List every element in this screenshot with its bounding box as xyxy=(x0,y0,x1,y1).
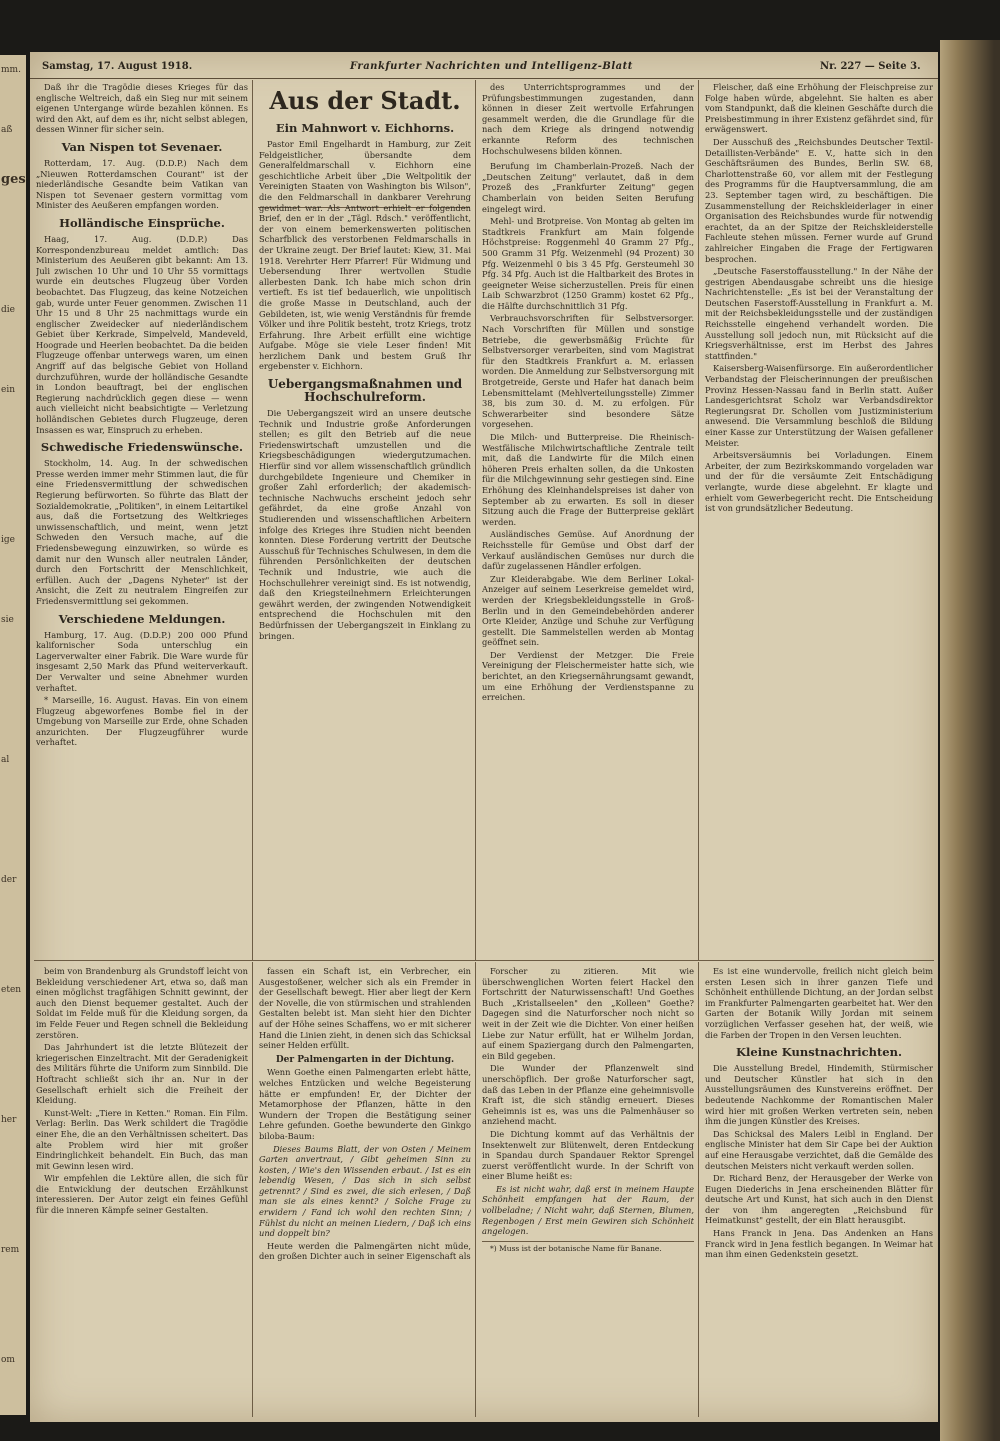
article-text: * Marseille, 16. August. Havas. Ein von einem Flugzeug abgeworfenes Bombe fiel in der Umgebung von Marseille zur Erde, ohne Schaden anzurichten. Der Flugzeugführer wurde verhaftet. xyxy=(36,695,248,748)
section-heading: Kleine Kunstnachrichten. xyxy=(736,1045,902,1060)
feuilleton-text: Wir empfehlen die Lektüre allen, die sich für die Entwicklung der deutschen Erzählkunst interessieren. Der Autor zeigt ein feines Gefühl für die inneren Kämpfe seiner Gestalten. xyxy=(36,1173,248,1216)
article-text: Der Verdienst der Metzger. Die Freie Vereinigung der Fleischermeister hatte sich, wie berichtet, an den Kriegsernährungsamt gewandt, um eine Erhöhung der Verdienstspanne zu erreichen. xyxy=(482,649,694,703)
feuilleton-text: Wenn Goethe einen Palmengarten erlebt hätte, welches Entzücken und welche Begeisterung hätte er empfunden! Er, der Dichter der Metamorphose der Pflanzen, hätte in den Wundern der Tropen die Bestätigung seiner Lehre gefunden. Goethe bewunderte den Ginkgo biloba-Baum: xyxy=(259,1067,471,1141)
masthead: Frankfurter Nachrichten und Intelligenz-Blatt xyxy=(350,61,633,72)
strip-fragment: al xyxy=(1,755,10,765)
book-binding-edge xyxy=(940,40,1000,1441)
article-heading: Verschiedene Meldungen. xyxy=(58,611,226,626)
strip-fragment: om xyxy=(1,1355,15,1365)
strip-fragment: eten xyxy=(1,985,22,995)
section-title: Aus der Stadt. xyxy=(269,86,461,115)
news-item: Hans Franck in Jena. Das Andenken an Hans Franck wird in Jena festlich begangen. In Weimar hat man ihm einen Gedenkstein gesetzt. xyxy=(705,1228,933,1260)
column-rule xyxy=(252,962,253,1417)
news-item: Dr. Richard Benz, der Herausgeber der Werke von Eugen Diederichs in Jena erscheinenden Blätter für deutsche Art und Kunst, hat sich auch in den Dienst der von ihm angeregten „Reichsbund für Heimatkunst" gestellt, der ein Blatt herausgibt. xyxy=(705,1173,933,1226)
article-text: Haag, 17. Aug. (D.D.P.) Das Korrespondenzbureau meldet amtlich: Das Ministerium des Aeußeren gibt bekannt: Am 13. Juli zwischen 10 Uhr und 10 Uhr 55 vormittags wurde ein deutsches Flugzeug über Vorden beobachtet. Das Flugzeug, das keine Notzeichen gab, wurde unter Feuer genommen. Zwischen 11 Uhr 15 und 8 Uhr 25 nachmittags wurde ein englischer Zweidecker auf niederländischem Gebiet über Kerkrade, Simpelveld, Mandeveld, Hoograde und Heerlen beobachtet. Da die beiden Flugzeuge offenbar unterwegs waren, um einen Angriff auf das belgische Gebiet von Holland durchzuführen, wurde der holländische Gesandte in London beauftragt, bei der englischen Regierung nachdrücklich gegen diese — wenn auch vielleicht nicht beabsichtigte — Verletzung holländischen Gebietes durch Flugzeuge, deren Insassen es war, Einspruch zu erheben. xyxy=(36,233,248,435)
bottom-column-2 xyxy=(259,966,471,1416)
footnote: *) Muss ist der botanische Name für Banane. xyxy=(482,1241,694,1255)
article-text: Pastor Emil Engelhardt in Hamburg, zur Zeit Feldgeistlicher, übersandte dem Generalfeldmarschall v. Eichhorn eine geschichtliche Arbeit über „Die Weltpolitik der Vereinigten Staaten von Washington bis Wilson", die den Feldmarschall in dankbarer Verehrung gewidmet war. Als Antwort erhielt er folgenden Brief, den er in der „Tägl. Rdsch." veröffentlicht, der von einem bemerkenswerten politischen Scharfblick des verstorbenen Feldmarschalls in der Ukraine zeugt. Der Brief lautet: Kiew, 31. Mai 1918. Verehrter Herr Pfarrer! Für Widmung und Uebersendung Ihrer wertvollen Studie allerbesten Dank. Ich habe mich schon drin vertieft. Es ist tief bedauerlich, wie unpolitisch die große Masse in Deutschland, auch der Gebildeten, ist, wie wenig Verständnis für fremde Völker und ihre Politik besteht, trotz Kriegs, trotz Erfahrung. Ihre Arbeit erfüllt eine wichtige Aufgabe. Möge sie viele Leser finden! Mit herzlichem Dank und bestem Gruß Ihr ergebenster v. Eichhorn. xyxy=(259,139,471,372)
column-3 xyxy=(482,82,694,957)
column-4 xyxy=(705,82,933,957)
feuilleton-text: beim von Brandenburg als Grundstoff leicht von Bekleidung verschiedener Art, etwa so, daß man einen möglichst tragfähigen Schnitt gewinnt, der auch den Dienst bequemer gestaltet. Auch der Soldat im Felde muß für die Kleidung sorgen, da im Felde Feuer und Regen schnell die Bekleidung zerstören. xyxy=(36,966,248,1040)
article-text: Ausländisches Gemüse. Auf Anordnung der Reichsstelle für Gemüse und Obst darf der Verkauf ausländischen Gemüses nur durch die dafür zugelassenen Händler erfolgen. xyxy=(482,529,694,572)
article-heading: Holländische Einsprüche. xyxy=(59,215,225,230)
feuilleton-text: fassen ein Schaft ist, ein Verbrecher, ein Ausgestoßener, welcher sich als ein Fremder in der Gesellschaft bewegt. Hier aber liegt der Kern der Novelle, die von stürmischen und strahlenden Gestalten belebt ist. Man sieht hier den Dichter auf der Höhe seines Schaffens, wo er mit sicherer Hand die Linien zieht, in denen sich das Schicksal seiner Helden erfüllt. xyxy=(259,966,471,1051)
header-date: Samstag, 17. August 1918. xyxy=(42,61,193,72)
news-item: Das Schicksal des Malers Leibl in England. Der englische Minister hat dem Sir Cape bei der Auktion auf eine Herausgabe verzichtet, daß die Gemälde des deutschen Meisters nicht verkauft werden sollen. xyxy=(705,1128,933,1171)
feuilleton-text: Das Jahrhundert ist die letzte Blütezeit der kriegerischen Einzeltracht. Mit der Geradenigkeit des Militärs führte die Uniform zum Sinnbild. Die Hoftracht schließt sich ihr an. Nur in der Gesellschaft erhielt sich die Freiheit der Kleidung. xyxy=(36,1042,248,1106)
column-1 xyxy=(36,82,248,957)
feuilleton-text: Heute werden die Palmengärten nicht müde, den großen Dichter auch in seiner Eigenschaft als xyxy=(259,1240,471,1262)
column-2 xyxy=(259,82,471,957)
strip-fragment: rem xyxy=(1,1245,20,1255)
strip-fragment: aß xyxy=(1,125,13,135)
poem-verse: Es ist nicht wahr, daß erst in meinem Haupte Schönheit empfangen hat der Raum, der vollbeladne; / Nicht wahr, daß Sternen, Blumen, Regenbogen / Erst mein Gewiren sich Schönheit angelogen. xyxy=(482,1183,694,1237)
article-text: Der Ausschuß des „Reichsbundes Deutscher Textil-Detaillisten-Verbände" E. V., hatte sich in den Geschäftsräumen des Bundes, Berlin SW. 68, Charlottenstraße 60, vor allem mit der Festlegung des Programms für die Hauptversammlung, die am 23. September tagen wird, zu beschäftigen. Die Zusammenstellung der Reichskleiderlager in einer Organisation des Reichsbundes wurde für notwendig erachtet, da an der Spitze der Reichskleiderstelle Fachleute stehen müssen. Ferner wurde auf Grund zahlreicher Eingaben die Frage der Fertigwaren besprochen. xyxy=(705,136,933,264)
feuilleton-text: Die Wunder der Pflanzenwelt sind unerschöpflich. Der große Naturforscher sagt, daß das Leben in der Pflanze eine geheimnisvolle Kraft ist, die sich ständig erneuert. Dieses Geheimnis ist es, was uns die Palmenhäuser so anziehend macht. xyxy=(482,1063,694,1127)
article-text: des Unterrichtsprogrammes und der Prüfungsbestimmungen zugestanden, dann können in dieser Zeit wertvolle Erfahrungen gesammelt werden, die die Grundlage für die nach dem Kriege als dringend notwendig erkannte Reform des technischen Hochschulwesens bilden können. xyxy=(482,82,694,156)
article-text: Die Milch- und Butterpreise. Die Rheinisch-Westfälische Milchwirtschaftliche Zentrale teilt mit, daß die Landwirte für die Milch einen höheren Preis erhalten sollen, da die Unkosten für die Milchgewinnung sehr gestiegen sind. Eine Erhöhung des Kleinhandelspreises ist daher von September ab zu erwarten. Es soll in dieser Sitzung auch die Frage der Butterpreise geklärt werden. xyxy=(482,432,694,527)
issue-number: Nr. 227 — Seite 3. xyxy=(820,61,921,72)
news-item: Die Ausstellung Bredel, Hindemith, Stürmischer und Deutscher Künstler hat sich in den Ausstellungsräumen des Kunstvereins eröffnet. Der bedeutende Nachkomme der Romantischen Maler wird hier mit großen Werken vertreten sein, neben ihm die jungen Künstler des Kreises. xyxy=(705,1063,933,1127)
bottom-column-3 xyxy=(482,966,694,1416)
article-text: Mehl- und Brotpreise. Von Montag ab gelten im Stadtkreis Frankfurt am Main folgende Höchstpreise: Roggenmehl 40 Gramm 27 Pfg., 500 Gramm 31 Pfg. Weizenmehl (94 Prozent) 30 Pfg. Weizenmehl 0 bis 3 45 Pfg. Gersteumehl 30 Pfg. 34 Pfg. Auch ist die Haltbarkeit des Brotes in geeigneter Weise sicherzustellen. Preis für einen Laib Schwarzbrot (1250 Gramm) kostet 62 Pfg., die Hälfte durchschnittlich 31 Pfg. xyxy=(482,216,694,311)
article-text: Verbrauchsvorschriften für Selbstversorger. Nach Vorschriften für Müllen und sonstige Betriebe, die gewerbsmäßig Früchte für Selbstversorger verarbeiten, sind vom Magistrat für den Stadtkreis Frankfurt a. M. erlassen worden. Die Anmeldung zur Selbstversorgung mit Brotgetreide, Gerste und Hafer hat danach beim Lebensmittelamt (Mehlverteilungsstelle) Zimmer 38, bis zum 30. d. M. zu erfolgen. Für Schwerarbeiter sind besondere Sätze vorgesehen. xyxy=(482,313,694,430)
strip-fragment: mm. xyxy=(1,65,21,75)
page-header xyxy=(30,58,938,79)
strip-fragment: ein xyxy=(1,385,16,395)
column-rule xyxy=(698,962,699,1417)
article-text: Stockholm, 14. Aug. In der schwedischen Presse werden immer mehr Stimmen laut, die für eine Friedensvermittlung der schwedischen Regierung befürworten. So führte das Blatt der Sozialdemokratie, „Politiken", in einem Leitartikel aus, daß die Fortsetzung des Weltkrieges unwissenschaftlich, und meint, wenn jetzt Schweden den Versuch mache, auf die Friedensbewegung einzuwirken, so würde es damit nur den Wunsch aller neutralen Länder, durch den Fortschritt der Menschlichkeit, erfüllen. Auch der „Dagens Nyheter" ist der Ansicht, die Zeit zu neutralem Eingreifen zur Friedensvermittlung sei gekommen. xyxy=(36,458,248,606)
bottom-column-1 xyxy=(36,966,248,1416)
article-heading: Uebergangsmaßnahmen und Hochschulreform. xyxy=(267,377,463,405)
strip-fragment: ges xyxy=(1,172,26,187)
bottom-column-4 xyxy=(705,966,933,1416)
section-rule xyxy=(34,960,934,961)
feuilleton-heading: Der Palmengarten in der Dichtung. xyxy=(275,1054,455,1065)
feuilleton-text: Forscher zu zitieren. Mit wie überschwenglichen Worten feiert Hackel den Fortschritt der Naturwissenschaft! Und Goethes Buch „Kristallseelen" den „Kolleen" Goethe? Dagegen sind die Naturforscher noch nicht so weit in der Zeit wie die Dichter. Von einer heißen Liebe zur Natur erfüllt, hat er Wilhelm Jordan, auf einem Spaziergang durch den Palmengarten, ein Bild gegeben. xyxy=(482,966,694,1061)
article-heading: Ein Mahnwort v. Eichhorns. xyxy=(275,121,455,135)
column-rule xyxy=(475,80,476,960)
feuilleton-text: Die Dichtung kommt auf das Verhältnis der Insektenwelt zur Blütenwelt, deren Entdeckung in Spandau durch Spandauer Rektor Sprengel zuerst veröffentlicht wurde. In der Schrift von einer Blume heißt es: xyxy=(482,1128,694,1182)
column-rule xyxy=(475,962,476,1417)
strip-fragment: ige xyxy=(1,535,15,545)
article-text: Daß ihr die Tragödie dieses Krieges für das englische Weltreich, daß ein Sieg nur mit seinem eigenen Untergange würde bezahlen können. Es wird den Akt, auf dem es ihr, nicht selbst ablegen, dessen Winner für sicher sein. xyxy=(36,82,248,135)
strip-fragment: her xyxy=(1,1115,17,1125)
article-text: Berufung im Chamberlain-Prozeß. Nach der „Deutschen Zeitung" verlautet, daß in dem Prozeß des „Frankfurter Zeitung" gegen Chamberlain von beiden Seiten Berufung eingelegt wird. xyxy=(482,161,694,214)
feuilleton-text: Kunst-Welt: „Tiere in Ketten." Roman. Ein Film. Verlag: Berlin. Das Werk schildert die Tragödie einer Ehe, die an den Verhältnissen scheitert. Das alte Problem wird hier mit großer Eindringlichkeit behandelt. Ein Buch, das man mit Gewinn lesen wird. xyxy=(36,1107,248,1171)
feuilleton-text: Es ist eine wundervolle, freilich nicht gleich beim ersten Lesen sich in ihrer ganzen Tiefe und Schönheit enthüllende Dichtung, an der Jordan selbst im Frankfurter Palmengarten gearbeitet hat. Wer den Garten der Botanik Willy Jordan mit seinem vorzüglichen Verfasser gesehen hat, der weiß, wie die Farben der Tropen in den Versen leuchten. xyxy=(705,966,933,1040)
strip-fragment: sie xyxy=(1,615,14,625)
article-text: Die Uebergangszeit wird an unsere deutsche Technik und Industrie große Anforderungen stellen; es gilt den Betrieb auf die neue Friedenswirtschaft umzustellen und die Kriegsbeschädigungen wiedergutzumachen. Hierfür sind vor allem wissenschaftlich gründlich durchgebildete Ingenieure und Chemiker in großer Zahl erforderlich; der akademisch-technische Nachwuchs erscheint jedoch sehr gefährdet, da eine große Anzahl von Studierenden und wissenschaftlichen Arbeitern infolge des Krieges ihre Studien nicht beenden konnten. Diese Forderung vertritt der Deutsche Ausschuß für Technisches Schulwesen, in dem die führenden Persönlichkeiten der deutschen Technik und Industrie, wie auch die Hochschullehrer vereinigt sind. Es ist notwendig, daß den Kriegsteilnehmern Erleichterungen gewährt werden, der zwingenden Notwendigkeit entsprechend die Hochschulen mit den Bedürfnissen der Uebergangszeit in Einklang zu bringen. xyxy=(259,408,471,641)
strip-fragment: die xyxy=(1,305,15,315)
article-text: Kaisersberg-Waisenfürsorge. Ein außerordentlicher Verbandstag der Fleischerinnungen der preußischen Provinz Hessen-Nassau fand in Berlin statt. Außer Landesgerichtsrat Scholz war Verbandsdirektor Regierungsrat Dr. Schollen vom Justizministerium anwesend. Die Versammlung beschloß die Bildung einer Kasse zur Unterstützung der Waisen gefallener Meister. xyxy=(705,363,933,448)
adjacent-page-strip xyxy=(0,55,26,1415)
article-text: Zur Kleiderabgabe. Wie dem Berliner Lokal-Anzeiger auf seinem Leserkreise gemeldet wird, werden der Kriegsbekleidungsstelle in Groß-Berlin und in den Gemeindebehörden anderer Orte Kleider, Anzüge und Schuhe zur Verfügung gestellt. Die Sammelstellen werden ab Montag geöffnet sein. xyxy=(482,573,694,648)
strip-fragment: der xyxy=(1,875,17,885)
column-rule xyxy=(252,80,253,960)
column-rule xyxy=(698,80,699,960)
article-heading: Van Nispen tot Sevenaer. xyxy=(61,139,223,154)
newspaper-page xyxy=(30,52,938,1422)
article-text: Fleischer, daß eine Erhöhung der Fleischpreise zur Folge haben würde, abgelehnt. Sie halten es aber vom Standpunkt, daß die kleinen Geschäfte durch die Preisbestimmung in ihrer Existenz gefährdet sind, für erwägenswert. xyxy=(705,82,933,135)
article-heading: Schwedische Friedenswünsche. xyxy=(40,440,244,455)
article-text: Arbeitsversäumnis bei Vorladungen. Einem Arbeiter, der zum Bezirkskommando vorgeladen war und der für die versäumte Zeit Entschädigung verlangte, wurde diese abgelehnt. Er klagte und erhielt vom Gewerbegericht recht. Die Entscheidung ist von grundsätzlicher Bedeutung. xyxy=(705,450,933,514)
article-text: Hamburg, 17. Aug. (D.D.P.) 200 000 Pfund kalifornischer Soda unterschlug ein Lagerverwalter einer Fabrik. Die Ware wurde für insgesamt 2,50 Mark das Pfund weiterverkauft. Der Verwalter und seine Abnehmer wurden verhaftet. xyxy=(36,629,248,693)
article-text: „Deutsche Faserstoffausstellung." In der Nähe der gestrigen Abendausgabe schreibt uns die hiesige Nachrichtenstelle: „Es ist bei der Veranstaltung der Deutschen Faserstoff-Ausstellung in Frankfurt a. M. mit der Reichsbekleidungsstelle und der zuständigen Reichsstelle eingehend verhandelt worden. Die Ausstellung soll jedoch nun, mit Rücksicht auf die Kriegsverhältnisse, erst im Herbst des Jahres stattfinden." xyxy=(705,266,933,361)
poem-verse: Dieses Baums Blatt, der von Osten / Meinem Garten anvertraut, / Gibt geheimen Sinn zu kosten, / Wie's den Wissenden erbaut. / Ist es ein lebendig Wesen, / Das sich in sich selbst getrennt? / Sind es zwei, die sich erlesen, / Daß man sie als eines kennt? / Solche Frage zu erwidern / Fand ich wohl den rechten Sinn; / Fühlst du nicht an meinen Liedern, / Daß ich eins und doppelt bin? xyxy=(259,1143,471,1239)
article-text: Rotterdam, 17. Aug. (D.D.P.) Nach dem „Nieuwen Rotterdamschen Courant" ist der niederländische Gesandte beim Vatikan van Nispen tot Sevenaer gestern vormittag vom Minister des Aeußeren empfangen worden. xyxy=(36,157,248,211)
